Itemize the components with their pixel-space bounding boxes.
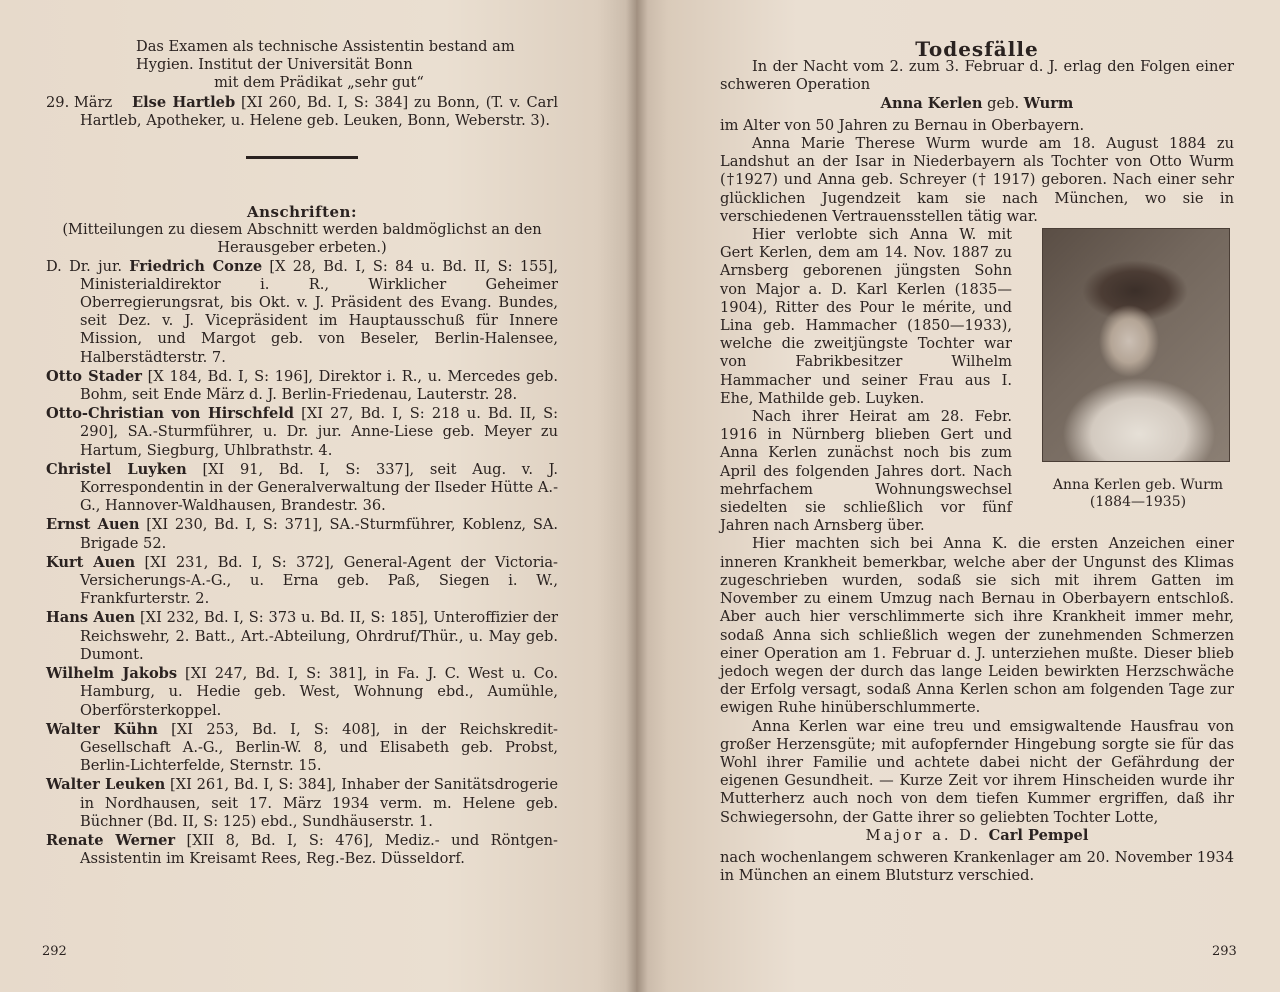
page-number-right: 293 xyxy=(1212,944,1237,959)
address-entry xyxy=(46,832,558,868)
entry-name: Renate Werner xyxy=(46,831,176,849)
paragraph-1: In der Nacht vom 2. zum 3. Februar d. J. erlag den Folgen einer schweren Operation xyxy=(720,58,1234,94)
entry-name: Friedrich Conze xyxy=(129,257,263,275)
portrait-photo xyxy=(1042,228,1230,462)
address-entry xyxy=(46,461,558,516)
entry-name: Otto-Christian von Hirschfeld xyxy=(46,405,295,423)
entry-text: [XI 232, Bd. I, S: 373 u. Bd. II, S: 185], Unteroffizier der Reichswehr, 2. Batt., Art.-Abteilung, Ohrdruf/Thür., u. May geb. Dumont. xyxy=(80,609,558,663)
intro-line-1: Das Examen als technische Assistentin bestand am xyxy=(136,38,515,55)
paragraph-4: Hier verlobte sich Anna W. mit Gert Kerlen, dem am 14. Nov. 1887 zu Arnsberg geborenen jüngsten Sohn von Major a. D. Karl Kerlen (1835—1904), Ritter des Pour le mérite, und Lina geb. Hammacher (1850—1933), welche die zweitjüngste Tochter war von Fabrikbesitzer Wilhelm Hammacher und seiner Frau aus I. Ehe, Mathilde geb. Luyken. xyxy=(720,226,1012,407)
entry-text: [X 28, Bd. I, S: 84 u. Bd. II, S: 155], Ministerialdirektor i. R., Wirklicher Geheimer Oberregierungsrat, bis Okt. v. J. Präsident des Evang. Bundes, seit Dez. v. J. Vicepräsident im Hauptausschuß für Innere Mission, und Margot geb. von Beseler, Berlin-Halensee, Halberstädterstr. 7. xyxy=(80,257,559,366)
address-entry xyxy=(46,609,558,664)
paragraph-7: Anna Kerlen war eine treu und emsigwaltende Hausfrau von großer Herzensgüte; mit aufopfernder Hingebung sorgte sie für das Wohl ihrer Familie und achtete dabei nicht der Gefährdung der eigenen Gesundheit. — Kurze Zeit vor ihrem Hinscheiden wurde ihr Mutterherz auch noch von dem tiefen Kummer ergriffen, daß ihr Schwiegersohn, der Gatte ihrer so geliebten Tochter Lotte, xyxy=(720,717,1234,826)
entry-text: [XI 261, Bd. I, S: 384], Inhaber der Sanitätsdrogerie in Nordhausen, seit 17. März 1934 verm. m. Helene geb. Büchner (Bd. II, S: 125) ebd., Sundhäuserstr. 1. xyxy=(80,776,558,830)
entry-name: Christel Luyken xyxy=(46,460,187,478)
intro-line-3: mit dem Prädikat „sehr gut“ xyxy=(214,74,424,92)
entry-name: Otto Stader xyxy=(46,367,142,385)
address-entry xyxy=(46,516,558,552)
section-note: (Mitteilungen zu diesem Abschnitt werden baldmöglichst an den Herausgeber erbeten.) xyxy=(62,221,542,257)
entry-text: [XII 8, Bd. I, S: 476], Mediz.- und Röntgen-Assistentin im Kreisamt Rees, Reg.-Bez. Düsseldorf. xyxy=(80,831,558,868)
address-list xyxy=(46,258,558,869)
address-entry xyxy=(46,721,558,776)
graduation-entry xyxy=(46,94,558,130)
deceased-maiden-name: Wurm xyxy=(1023,94,1074,112)
deceased-name: Anna Kerlen xyxy=(880,94,983,112)
page-heading: Todesfälle xyxy=(915,37,1039,61)
entry-name: Kurt Auen xyxy=(46,553,136,571)
left-page xyxy=(0,0,636,992)
paragraph-3: Anna Marie Therese Wurm wurde am 18. August 1884 zu Landshut an der Isar in Niederbayern als Tochter von Otto Wurm (†1927) und Anna geb. Schreyer († 1917) geboren. Nach einer sehr glücklichen Jugendzeit kam sie nach München, wo sie in verschiedenen Vertrauensstellen tätig war. xyxy=(720,135,1234,225)
entry-text: [XI 91, Bd. I, S: 337], seit Aug. v. J. Korrespondentin in der Generalverwaltung der Ilseder Hütte A.-G., Hannover-Waldhausen, Brandestr. 36. xyxy=(80,460,559,515)
section-title: Anschriften: xyxy=(247,203,357,222)
section-divider xyxy=(246,156,358,159)
paragraph-2: im Alter von 50 Jahren zu Bernau in Oberbayern. xyxy=(720,116,1085,134)
left-column xyxy=(46,38,558,868)
deceased-geb: geb. xyxy=(982,94,1024,112)
entry-text: [XI 253, Bd. I, S: 408], in der Reichskredit-Gesellschaft A.-G., Berlin-W. 8, und Elisabeth geb. Probst, Berlin-Lichterfelde, Sternstr. 15. xyxy=(80,720,558,775)
entry-prefix: D. Dr. jur. xyxy=(46,257,130,275)
address-entry xyxy=(46,368,558,404)
entry-text: [XI 230, Bd. I, S: 371], SA.-Sturmführer, Koblenz, SA. Brigade 52. xyxy=(80,516,558,552)
entry-text: [X 184, Bd. I, S: 196], Direktor i. R., u. Mercedes geb. Bohm, seit Ende März d. J. Berlin-Friedenau, Lauterstr. 28. xyxy=(80,367,558,404)
entry-text: [XI 231, Bd. I, S: 372], General-Agent der Victoria-Versicherungs-A.-G., u. Erna geb. Paß, Siegen i. W., Frankfurterstr. 2. xyxy=(80,553,558,608)
entry-text: [XI 247, Bd. I, S: 381], in Fa. J. C. West u. Co. Hamburg, u. Hedie geb. West, Wohnung ebd., Aumühle, Oberförsterkoppel. xyxy=(80,665,558,719)
address-entry xyxy=(46,405,558,460)
major-name: Carl Pempel xyxy=(988,826,1089,844)
major-name-line xyxy=(720,827,1234,845)
major-prefix: Major a. D. xyxy=(865,826,989,844)
portrait-figure xyxy=(1026,228,1234,511)
caption-name: Anna Kerlen geb. Wurm xyxy=(1052,477,1224,494)
address-entry xyxy=(46,776,558,831)
entry-name: Wilhelm Jakobs xyxy=(46,665,178,683)
entry-name: Walter Kühn xyxy=(46,720,158,738)
entry-text: [XI 260, Bd. I, S: 384] zu Bonn, (T. v. Carl Hartleb, Apotheker, u. Helene geb. Leuken, Bonn, Weberstr. 3). xyxy=(80,93,559,129)
entry-name: Else Hartleb xyxy=(132,93,236,111)
caption-dates: (1884—1935) xyxy=(1089,494,1187,511)
entry-name: Walter Leuken xyxy=(46,776,166,794)
deceased-name-line xyxy=(720,95,1234,113)
entry-name: Ernst Auen xyxy=(46,516,140,534)
portrait-caption xyxy=(1026,477,1234,511)
address-entry xyxy=(46,258,558,367)
entry-date: 29. März xyxy=(46,93,113,111)
book-gutter xyxy=(626,0,648,992)
entry-text: [XI 27, Bd. I, S: 218 u. Bd. II, S: 290], SA.-Sturmführer, u. Dr. jur. Anne-Liese geb. Meyer zu Hartum, Siegburg, Uhlbrathstr. 4. xyxy=(80,405,558,459)
intro-line-2: Hygien. Institut der Universität Bonn xyxy=(136,56,413,74)
page-number-left: 292 xyxy=(42,944,67,959)
entry-name: Hans Auen xyxy=(46,609,136,627)
address-entry xyxy=(46,554,558,609)
paragraph-8: nach wochenlangem schweren Krankenlager am 20. November 1934 in München an einem Blutsturz verschied. xyxy=(720,848,1234,885)
address-entry xyxy=(46,665,558,720)
right-column xyxy=(720,37,1234,885)
paragraph-5: Nach ihrer Heirat am 28. Febr. 1916 in Nürnberg blieben Gert und Anna Kerlen zunächst noch bis zum April des folgenden Jahres dort. Nach mehrfachem Wohnungswechsel siedelten sie schließlich vor fünf Jahren nach Arnsberg über. xyxy=(720,408,1012,535)
paragraph-6: Hier machten sich bei Anna K. die ersten Anzeichen einer inneren Krankheit bemerkbar, welche aber der Ungunst des Klimas zugeschrieben wurden, sodaß sie sich mit ihrem Gatten im November zu einem Umzug nach Bernau in Oberbayern entschloß. Aber auch hier verschlimmerte sich ihre Krankheit immer mehr, sodaß Anna sich schließlich wegen der zunehmenden Schmerzen einer Operation am 1. Februar d. J. unterziehen mußte. Dieser blieb jedoch wegen der durch das lange Leiden bewirkten Herzschwäche der Erfolg versagt, sodaß Anna Kerlen schon am folgenden Tage zur ewigen Ruhe hinüberschlummerte. xyxy=(720,535,1234,717)
